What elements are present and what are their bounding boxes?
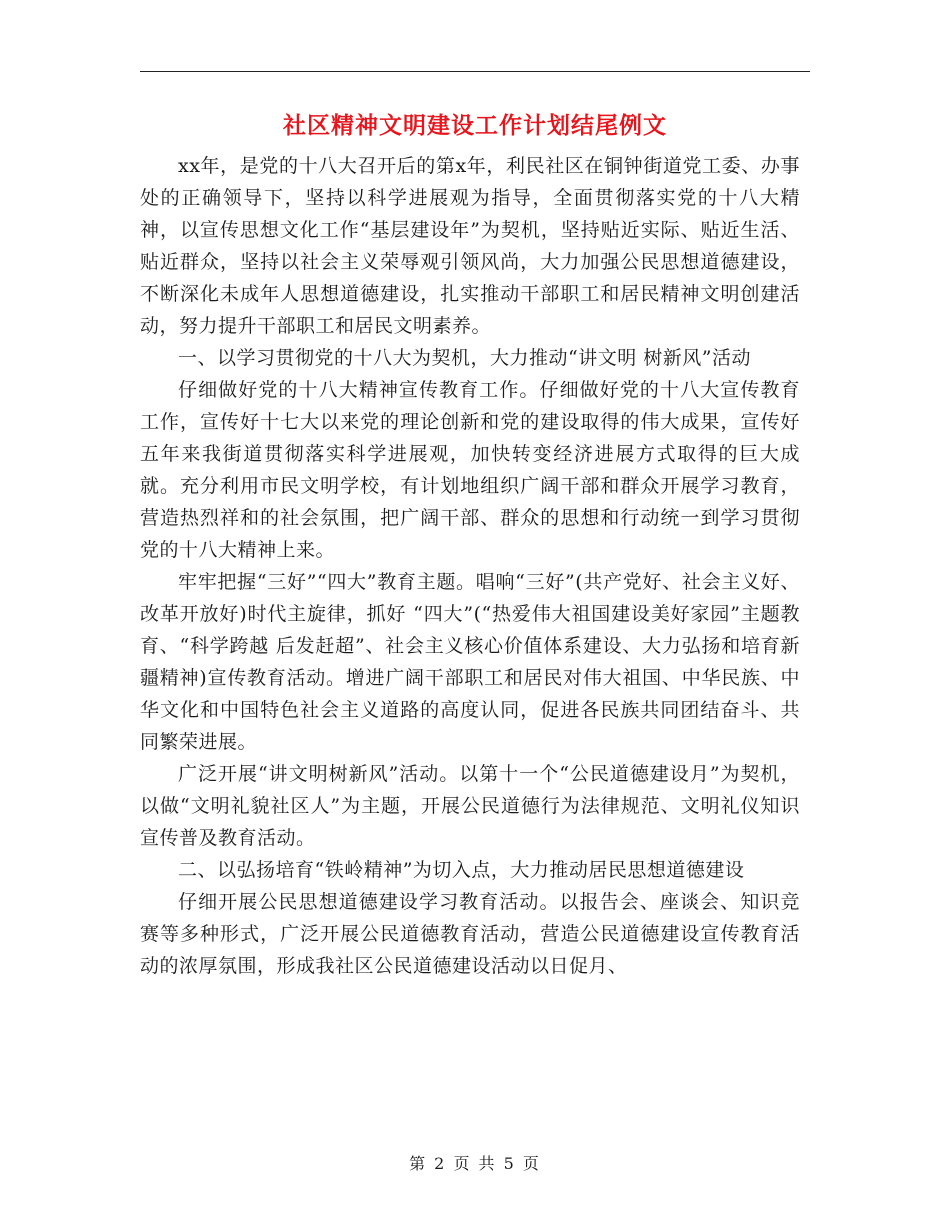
paragraph-intro: xx年，是党的十八大召开后的第x年，利民社区在铜钟街道党工委、办事处的正确领导下，坚持以科学进展观为指导，全面贯彻落实党的十八大精神，以宣传思想文化工作“基层建设年”为契机，坚持贴近实际、贴近生活、贴近群众，坚持以社会主义荣辱观引领风尚，大力加强公民思想道德建设，不断深化未成年人思想道德建设，扎实推动干部职工和居民精神文明创建活动，努力提升干部职工和居民文明素养。 bbox=[140, 155, 800, 337]
paragraph: 仔细做好党的十八大精神宣传教育工作。仔细做好党的十八大宣传教育工作，宣传好十七大以来党的理论创新和党的建设取得的伟大成果，宣传好五年来我街道贯彻落实科学进展观，加快转变经济进展方式取得的巨大成就。充分利用市民文明学校，有计划地组织广阔干部和群众开展学习教育，营造热烈祥和的社会氛围，把广阔干部、群众的思想和行动统一到学习贯彻党的十八大精神上来。 bbox=[140, 379, 800, 561]
paragraph: 仔细开展公民思想道德建设学习教育活动。以报告会、座谈会、知识竞赛等多种形式，广泛开展公民道德教育活动，营造公民道德建设宣传教育活动的浓厚氛围，形成我社区公民道德建设活动以日促月、 bbox=[140, 891, 800, 977]
section-heading-1: 一、以学习贯彻党的十八大为契机，大力推动“讲文明 树新风”活动 bbox=[178, 347, 751, 369]
header-rule bbox=[140, 71, 810, 72]
paragraph: 广泛开展“讲文明树新风”活动。以第十一个“公民道德建设月”为契机，以做“文明礼貌社区人”为主题，开展公民道德行为法律规范、文明礼仪知识宣传普及教育活动。 bbox=[140, 763, 800, 849]
section-heading-2: 二、以弘扬培育“铁岭精神”为切入点，大力推动居民思想道德建设 bbox=[178, 859, 745, 881]
document-body bbox=[140, 150, 800, 982]
page-number: 第 2 页 共 5 页 bbox=[409, 1154, 541, 1173]
document-title: 社区精神文明建设工作计划结尾例文 bbox=[283, 113, 667, 139]
paragraph: 牢牢把握“三好”“四大”教育主题。唱响“三好”(共产党好、社会主义好、改革开放好)时代主旋律，抓好 “四大”(“热爱伟大祖国建设美好家园”主题教育、“科学跨越 后发赶超”、社会主义核心价值体系建设、大力弘扬和培育新疆精神)宣传教育活动。增进广阔干部职工和居民对伟大祖国、中华民族、中华文化和中国特色社会主义道路的高度认同，促进各民族共同团结奋斗、共同繁荣进展。 bbox=[140, 571, 800, 753]
